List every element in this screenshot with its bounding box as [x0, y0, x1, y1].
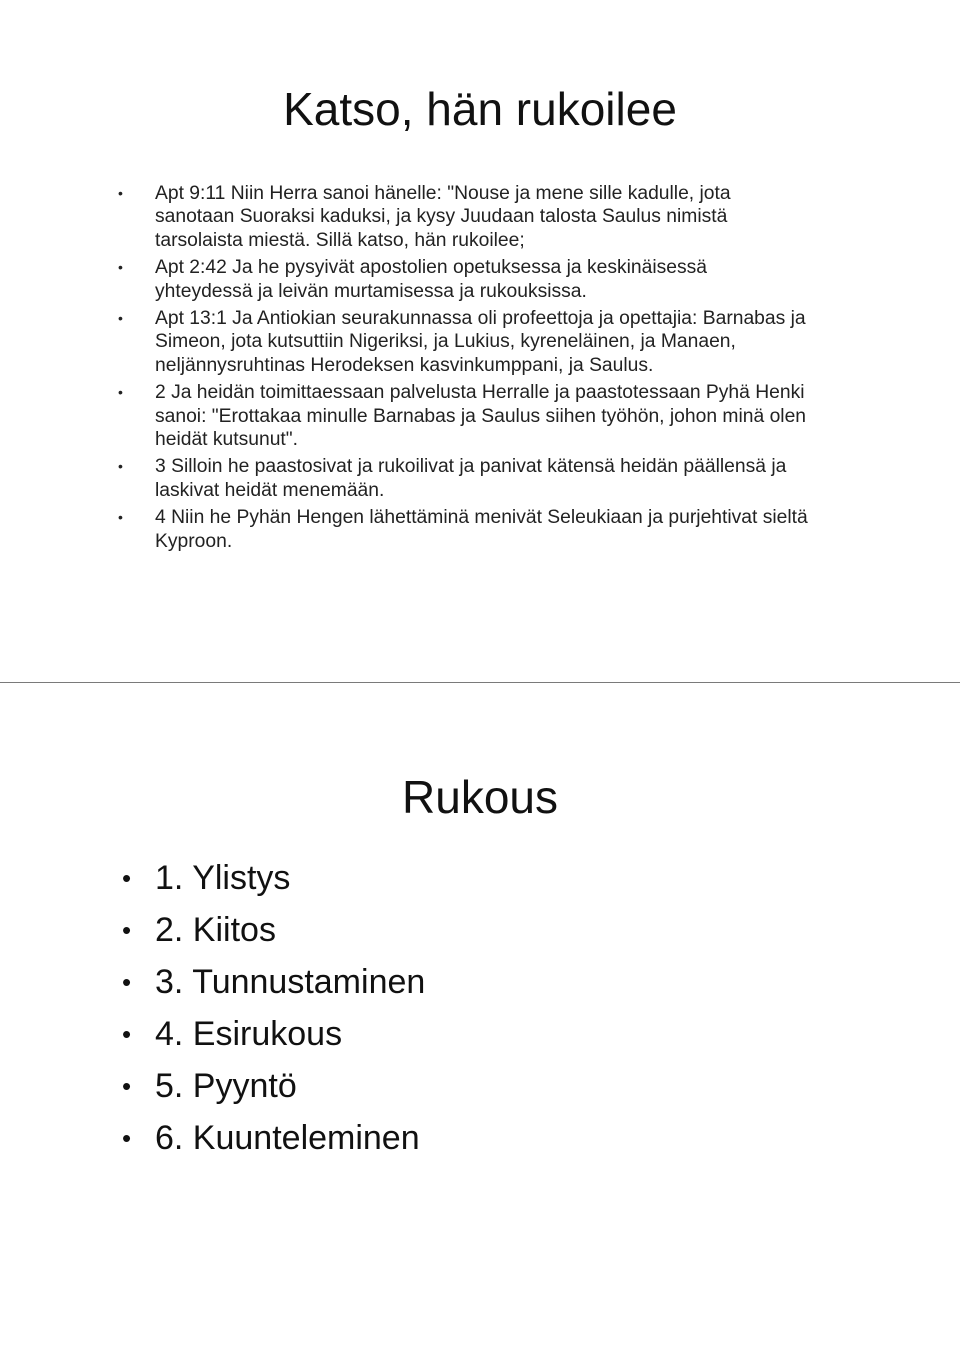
- bullet-item: [118, 381, 808, 451]
- bullet-text: 4. Esirukous: [155, 1015, 343, 1053]
- bullet-text: 3. Tunnustaminen: [155, 963, 426, 1001]
- bullet-icon: •: [122, 1071, 132, 1101]
- bullet-icon: •: [118, 509, 123, 526]
- bullet-item: [118, 307, 808, 377]
- bullet-icon: •: [118, 384, 123, 401]
- bullet-text: 3 Silloin he paastosivat ja rukoilivat ja panivat kätensä heidän päällensä ja laskivat heidät menemään.: [155, 456, 787, 501]
- bullet-icon: •: [118, 185, 123, 201]
- bullet-icon: •: [118, 458, 123, 475]
- bullet-icon: •: [118, 259, 123, 276]
- slide-2-bullet-list: [122, 852, 722, 1164]
- bullet-text: 4 Niin he Pyhän Hengen lähettäminä menivät Seleukiaan ja purjehtivat sieltä Kyproon.: [155, 507, 808, 552]
- bullet-text: Apt 13:1 Ja Antiokian seurakunnassa oli profeettoja ja opettajia: Barnabas ja Simeon, jota kutsuttiin Nigeriksi, ja Lukius, kyreneläinen, ja Manaen, neljännysruhtinas Herodeksen kasvinkumppani, ja Saulus.: [155, 308, 806, 376]
- bullet-text: Apt 9:11 Niin Herra sanoi hänelle: "Nouse ja mene sille kadulle, jota sanotaan Suoraksi kaduksi, ja kysy Juudaan talosta Saulus nimistä tarsolaista miestä. Sillä katso, hän rukoilee;: [155, 183, 731, 251]
- bullet-text: 1. Ylistys: [155, 859, 291, 897]
- slide-2: [0, 684, 960, 1367]
- bullet-item: [122, 1008, 722, 1060]
- bullet-text: 5. Pyyntö: [155, 1067, 297, 1105]
- bullet-item: [122, 1060, 722, 1112]
- bullet-item: [118, 455, 808, 502]
- bullet-icon: •: [122, 915, 132, 945]
- bullet-icon: •: [122, 863, 132, 893]
- bullet-icon: •: [122, 1123, 132, 1153]
- bullet-icon: •: [122, 1019, 132, 1049]
- bullet-item: [118, 256, 808, 303]
- bullet-item: [122, 956, 722, 1008]
- bullet-item: [122, 852, 722, 904]
- bullet-icon: •: [118, 310, 123, 327]
- bullet-item: [118, 506, 808, 553]
- slide-divider: [0, 682, 960, 683]
- bullet-text: Apt 2:42 Ja he pysyivät apostolien opetuksessa ja keskinäisessä yhteydessä ja leivän murtamisessa ja rukouksissa.: [155, 257, 707, 302]
- bullet-text: 2 Ja heidän toimittaessaan palvelusta Herralle ja paastotessaan Pyhä Henki sanoi: "Erottakaa minulle Barnabas ja Saulus siihen työhön, johon minä olen heidät kutsunut".: [155, 382, 807, 451]
- bullet-icon: •: [122, 967, 132, 997]
- slide-1-bullet-list: [118, 182, 808, 557]
- slide-1-title: Katso, hän rukoilee: [283, 83, 677, 135]
- bullet-item: [122, 904, 722, 956]
- bullet-item: [118, 182, 808, 252]
- slide-1: [0, 0, 960, 682]
- slide-2-title: Rukous: [402, 771, 558, 823]
- bullet-item: [122, 1112, 722, 1164]
- bullet-text: 2. Kiitos: [155, 911, 276, 949]
- bullet-text: 6. Kuunteleminen: [155, 1119, 420, 1157]
